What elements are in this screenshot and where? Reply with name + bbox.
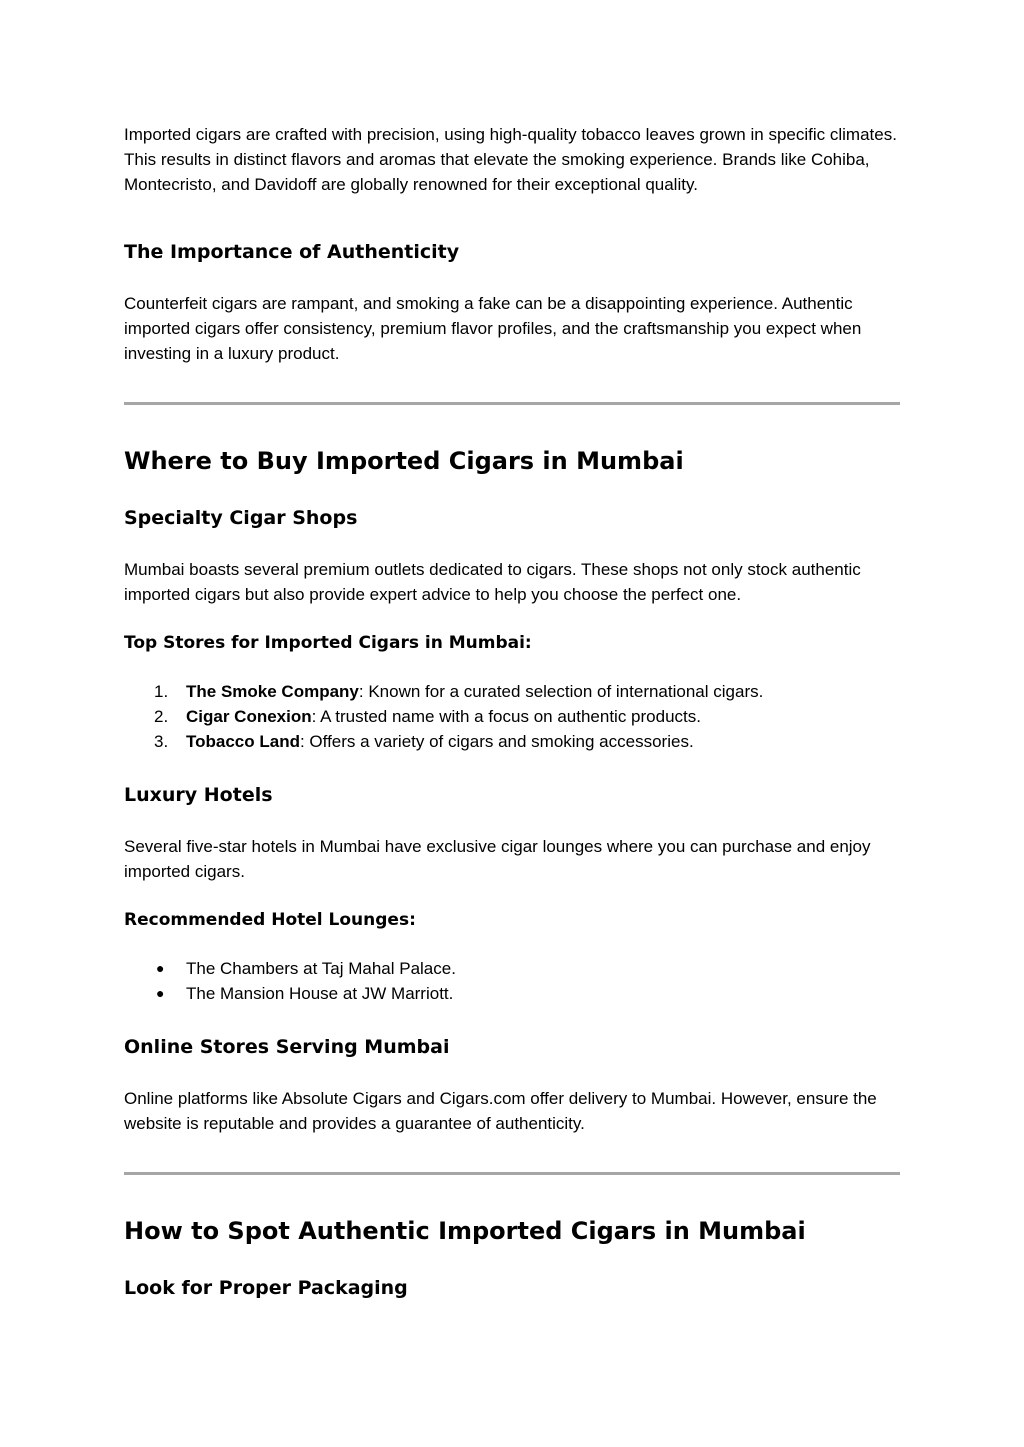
bullet-icon: ●: [156, 985, 165, 1001]
luxury-hotels-heading: Luxury Hotels: [124, 784, 273, 806]
store-description: : Known for a curated selection of international cigars.: [358, 682, 764, 701]
specialty-shops-heading: Specialty Cigar Shops: [124, 507, 358, 529]
specialty-shops-paragraph: Mumbai boasts several premium outlets dedicated to cigars. These shops not only stock authentic imported cigars but also provide expert advice to help you choose the perfect one.: [124, 560, 861, 604]
document-page: [124, 122, 900, 1301]
list-number: 1.: [154, 682, 169, 701]
store-description: : Offers a variety of cigars and smoking accessories.: [299, 732, 694, 751]
stores-list: [124, 679, 900, 754]
store-description: : A trusted name with a focus on authentic products.: [311, 707, 701, 726]
lounge-name: The Chambers at Taj Mahal Palace.: [186, 959, 456, 978]
authenticity-paragraph: Counterfeit cigars are rampant, and smoking a fake can be a disappointing experience. Authentic imported cigars offer consistency, premium flavor profiles, and the craftsmanship you expect when investing in a luxury product.: [124, 294, 862, 363]
list-item: [124, 704, 900, 729]
where-to-buy-heading: Where to Buy Imported Cigars in Mumbai: [124, 447, 684, 475]
lounges-list: [124, 956, 900, 1006]
list-item: [124, 956, 900, 981]
list-number: 3.: [154, 732, 169, 751]
lounge-name: The Mansion House at JW Marriott.: [186, 984, 454, 1003]
section-divider: [124, 402, 900, 405]
list-number: 2.: [154, 707, 169, 726]
list-item: [124, 729, 900, 754]
intro-paragraph: Imported cigars are crafted with precision, using high-quality tobacco leaves grown in specific climates. This results in distinct flavors and aromas that elevate the smoking experience. Brands like Cohiba, Montecristo, and Davidoff are globally renowned for their exceptional quality.: [124, 125, 897, 194]
authenticity-heading: The Importance of Authenticity: [124, 241, 460, 263]
online-stores-heading: Online Stores Serving Mumbai: [124, 1036, 450, 1058]
luxury-hotels-paragraph: Several five-star hotels in Mumbai have exclusive cigar lounges where you can purchase and enjoy imported cigars.: [124, 837, 871, 881]
store-name: The Smoke Company: [186, 682, 359, 701]
online-stores-paragraph: Online platforms like Absolute Cigars and Cigars.com offer delivery to Mumbai. However, ensure the website is reputable and provides a guarantee of authenticity.: [124, 1089, 877, 1133]
store-name: Cigar Conexion: [186, 707, 312, 726]
section-divider: [124, 1172, 900, 1175]
top-stores-heading: Top Stores for Imported Cigars in Mumbai:: [124, 633, 532, 653]
list-item: [124, 981, 900, 1006]
spot-authentic-heading: How to Spot Authentic Imported Cigars in Mumbai: [124, 1217, 806, 1245]
store-name: Tobacco Land: [186, 732, 300, 751]
bullet-icon: ●: [156, 960, 165, 976]
packaging-heading: Look for Proper Packaging: [124, 1277, 408, 1299]
hotel-lounges-heading: Recommended Hotel Lounges:: [124, 910, 416, 930]
list-item: [124, 679, 900, 704]
